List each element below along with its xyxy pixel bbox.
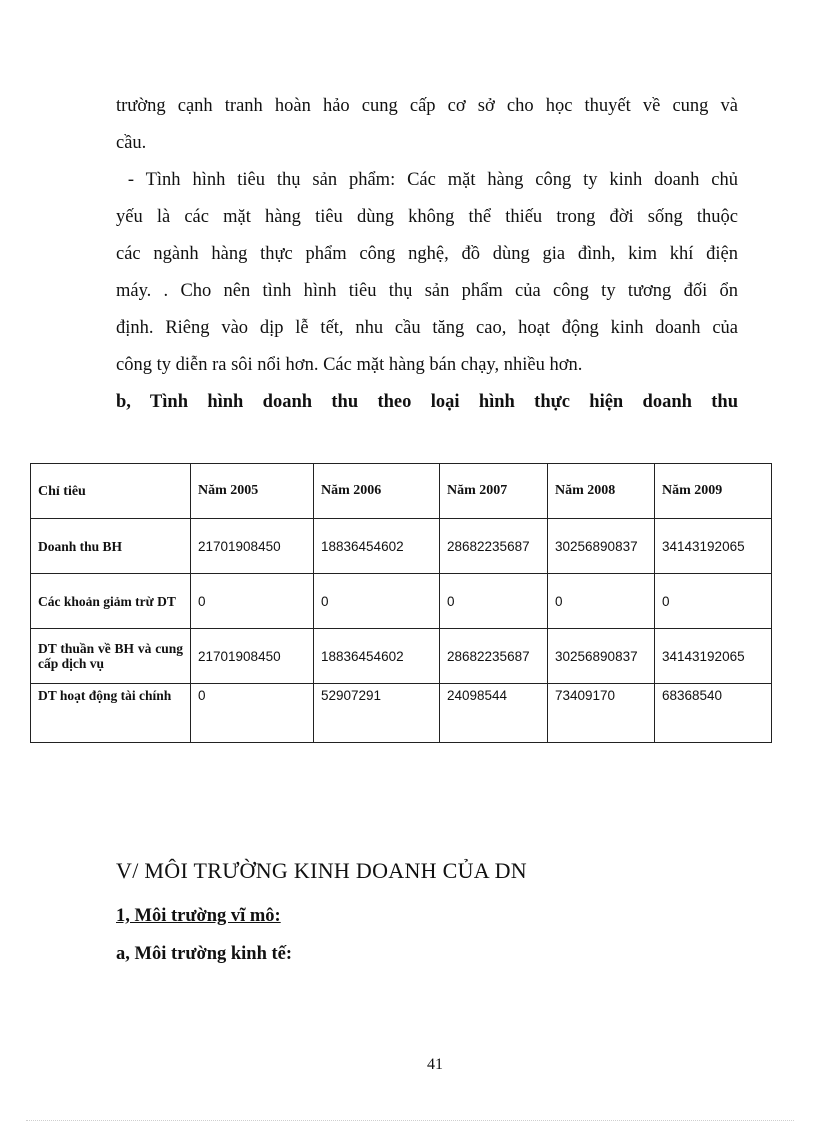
header-cell: Năm 2008 xyxy=(548,464,655,519)
row-label: Các khoản giảm trừ DT xyxy=(31,574,191,629)
table-cell: 0 xyxy=(548,574,655,629)
table-cell: 0 xyxy=(191,684,314,743)
footer-divider xyxy=(26,1120,794,1121)
table-cell: 0 xyxy=(440,574,548,629)
text-line: - Tình hình tiêu thụ sản phẩm: Các mặt hàng công ty kinh doanh chủ xyxy=(116,170,738,190)
table-cell: 30256890837 xyxy=(548,519,655,574)
row-label: DT thuần về BH và cung cấp dịch vụ xyxy=(31,629,191,684)
header-cell: Năm 2005 xyxy=(191,464,314,519)
table-cell: 21701908450 xyxy=(191,629,314,684)
table-cell: 0 xyxy=(191,574,314,629)
header-cell: Năm 2007 xyxy=(440,464,548,519)
text-line: máy. . Cho nên tình hình tiêu thụ sản phẩm của công ty tương đối ổn xyxy=(116,281,738,301)
text-line: cầu. xyxy=(116,133,147,153)
header-cell: Năm 2009 xyxy=(655,464,772,519)
revenue-table xyxy=(30,463,772,743)
text-line: định. Riêng vào dịp lễ tết, nhu cầu tăng cao, hoạt động kinh doanh của xyxy=(116,318,738,338)
table-cell: 21701908450 xyxy=(191,519,314,574)
table-cell: 52907291 xyxy=(314,684,440,743)
table-row xyxy=(31,629,772,684)
text-line: các ngành hàng thực phẩm công nghệ, đồ dùng gia đình, kim khí điện xyxy=(116,244,738,264)
table-cell: 30256890837 xyxy=(548,629,655,684)
paragraph-2 xyxy=(116,162,738,384)
table-cell: 24098544 xyxy=(440,684,548,743)
section-title: V/ MÔI TRƯỜNG KINH DOANH CỦA DN xyxy=(116,858,527,883)
subheading-economic-environment: a, Môi trường kinh tế: xyxy=(116,944,293,964)
table-row xyxy=(31,574,772,629)
table-cell: 18836454602 xyxy=(314,629,440,684)
paragraph-1 xyxy=(116,88,738,162)
table-cell: 0 xyxy=(314,574,440,629)
subheading-macro-environment: 1, Môi trường vĩ mô: xyxy=(116,906,281,926)
table-row xyxy=(31,519,772,574)
page-number: 41 xyxy=(427,1056,443,1073)
table-cell: 18836454602 xyxy=(314,519,440,574)
table-cell: 68368540 xyxy=(655,684,772,743)
table-row xyxy=(31,684,772,743)
header-cell: Năm 2006 xyxy=(314,464,440,519)
row-label: Doanh thu BH xyxy=(31,519,191,574)
row-label: DT hoạt động tài chính xyxy=(31,684,191,743)
table-cell: 34143192065 xyxy=(655,629,772,684)
table-cell: 28682235687 xyxy=(440,629,548,684)
table-cell: 0 xyxy=(655,574,772,629)
table-header-row xyxy=(31,464,772,519)
revenue-heading xyxy=(116,384,738,421)
revenue-heading-text: b, Tình hình doanh thu theo loại hình thực hiện doanh thu xyxy=(116,392,738,412)
table-cell: 34143192065 xyxy=(655,519,772,574)
header-cell: Chỉ tiêu xyxy=(31,464,191,519)
table-cell: 73409170 xyxy=(548,684,655,743)
text-line: yếu là các mặt hàng tiêu dùng không thể thiếu trong đời sống thuộc xyxy=(116,207,738,227)
table-cell: 28682235687 xyxy=(440,519,548,574)
text-line: công ty diễn ra sôi nổi hơn. Các mặt hàng bán chạy, nhiều hơn. xyxy=(116,355,583,375)
text-line: trường cạnh tranh hoàn hảo cung cấp cơ sở cho học thuyết về cung và xyxy=(116,96,738,116)
